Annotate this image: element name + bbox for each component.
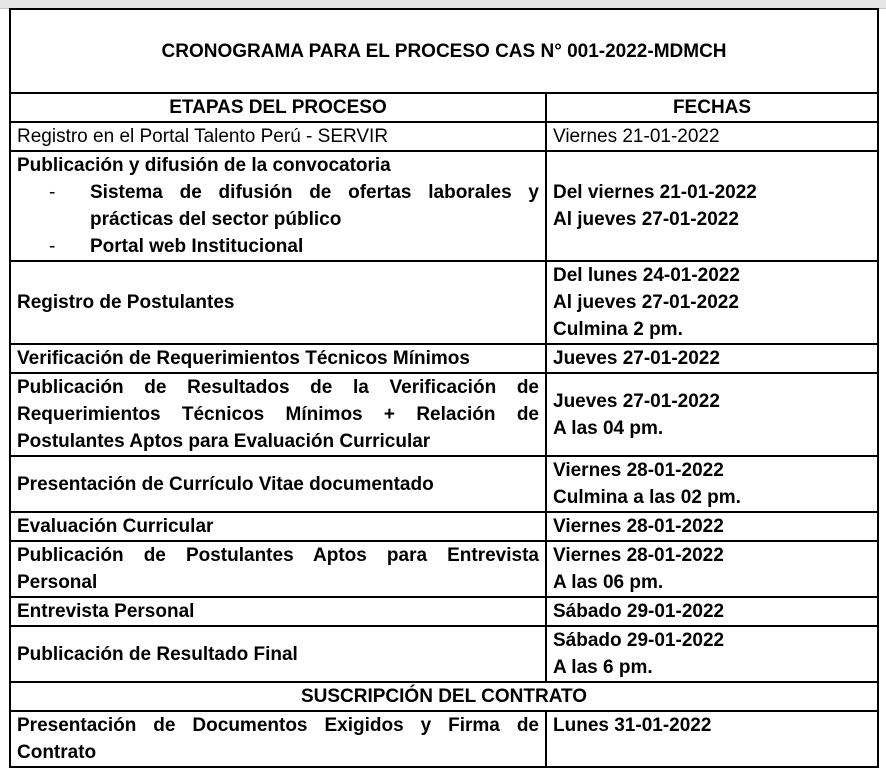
table-row xyxy=(10,151,878,261)
date-cell xyxy=(546,541,878,597)
date-line: Culmina 2 pm. xyxy=(553,319,683,340)
stage-cell: Verificación de Requerimientos Técnicos Mínimos xyxy=(10,344,546,373)
table-row xyxy=(10,711,878,767)
table-row xyxy=(10,597,878,626)
date-cell: Viernes 28-01-2022 xyxy=(546,512,878,541)
section-heading: SUSCRIPCIÓN DEL CONTRATO xyxy=(10,682,878,711)
date-line: Al jueves 27-01-2022 xyxy=(553,209,739,230)
table-row xyxy=(10,541,878,597)
date-cell: Viernes 21-01-2022 xyxy=(546,122,878,151)
header-stage: ETAPAS DEL PROCESO xyxy=(10,93,546,122)
date-line: Sábado 29-01-2022 xyxy=(553,630,725,651)
date-cell: Jueves 27-01-2022 xyxy=(546,344,878,373)
date-line: A las 04 pm. xyxy=(553,417,664,439)
stage-cell: Publicación de Resultado Final xyxy=(10,626,546,682)
date-line: Al jueves 27-01-2022 xyxy=(553,292,739,313)
table-row xyxy=(10,626,878,682)
date-cell: Lunes 31-01-2022 xyxy=(546,711,878,767)
table-row xyxy=(10,122,878,151)
stage-text: Publicación y difusión de la convocatoria xyxy=(17,155,391,176)
bullet-dash: - xyxy=(49,236,56,257)
schedule-table xyxy=(9,8,879,768)
stage-cell: Entrevista Personal xyxy=(10,597,546,626)
stage-cell: Publicación de Resultados de la Verificación de Requerimientos Técnicos Mínimos + Relación de Postulantes Aptos para Evaluación Curricular xyxy=(10,373,546,456)
bullet-dash: - xyxy=(49,182,56,203)
schedule-title: CRONOGRAMA PARA EL PROCESO CAS N° 001-2022-MDMCH xyxy=(10,9,878,93)
sub-item-text: Sistema de difusión de ofertas laborales y prácticas del sector público xyxy=(90,182,539,230)
date-line: A las 6 pm. xyxy=(553,657,653,678)
stage-cell: Presentación de Currículo Vitae documentado xyxy=(10,456,546,512)
date-line: Del lunes 24-01-2022 xyxy=(553,265,740,286)
date-cell xyxy=(546,261,878,344)
section-row xyxy=(10,682,878,711)
date-cell xyxy=(546,373,878,456)
title-row xyxy=(10,9,878,93)
table-row xyxy=(10,512,878,541)
stage-cell: Evaluación Curricular xyxy=(10,512,546,541)
date-line: Jueves 27-01-2022 xyxy=(553,390,720,412)
stage-cell: Publicación de Postulantes Aptos para Entrevista Personal xyxy=(10,541,546,597)
date-line: Del viernes 21-01-2022 xyxy=(553,182,757,203)
date-line: Culmina a las 02 pm. xyxy=(553,487,741,508)
date-cell xyxy=(546,626,878,682)
date-line: Viernes 28-01-2022 xyxy=(553,460,724,481)
stage-cell: Presentación de Documentos Exigidos y Firma de Contrato xyxy=(10,711,546,767)
date-cell xyxy=(546,456,878,512)
stage-cell xyxy=(10,151,546,261)
table-row xyxy=(10,456,878,512)
date-line: A las 06 pm. xyxy=(553,572,664,593)
date-cell xyxy=(546,151,878,261)
table-row xyxy=(10,261,878,344)
stage-cell: Registro en el Portal Talento Perú - SERVIR xyxy=(10,122,546,151)
sub-item xyxy=(17,179,539,233)
sub-item-text: Portal web Institucional xyxy=(90,236,304,257)
date-line: Viernes 28-01-2022 xyxy=(553,545,724,566)
table-row xyxy=(10,344,878,373)
header-dates: FECHAS xyxy=(546,93,878,122)
table-row xyxy=(10,373,878,456)
sub-item xyxy=(17,233,539,260)
header-row xyxy=(10,93,878,122)
stage-cell: Registro de Postulantes xyxy=(10,261,546,344)
date-cell: Sábado 29-01-2022 xyxy=(546,597,878,626)
